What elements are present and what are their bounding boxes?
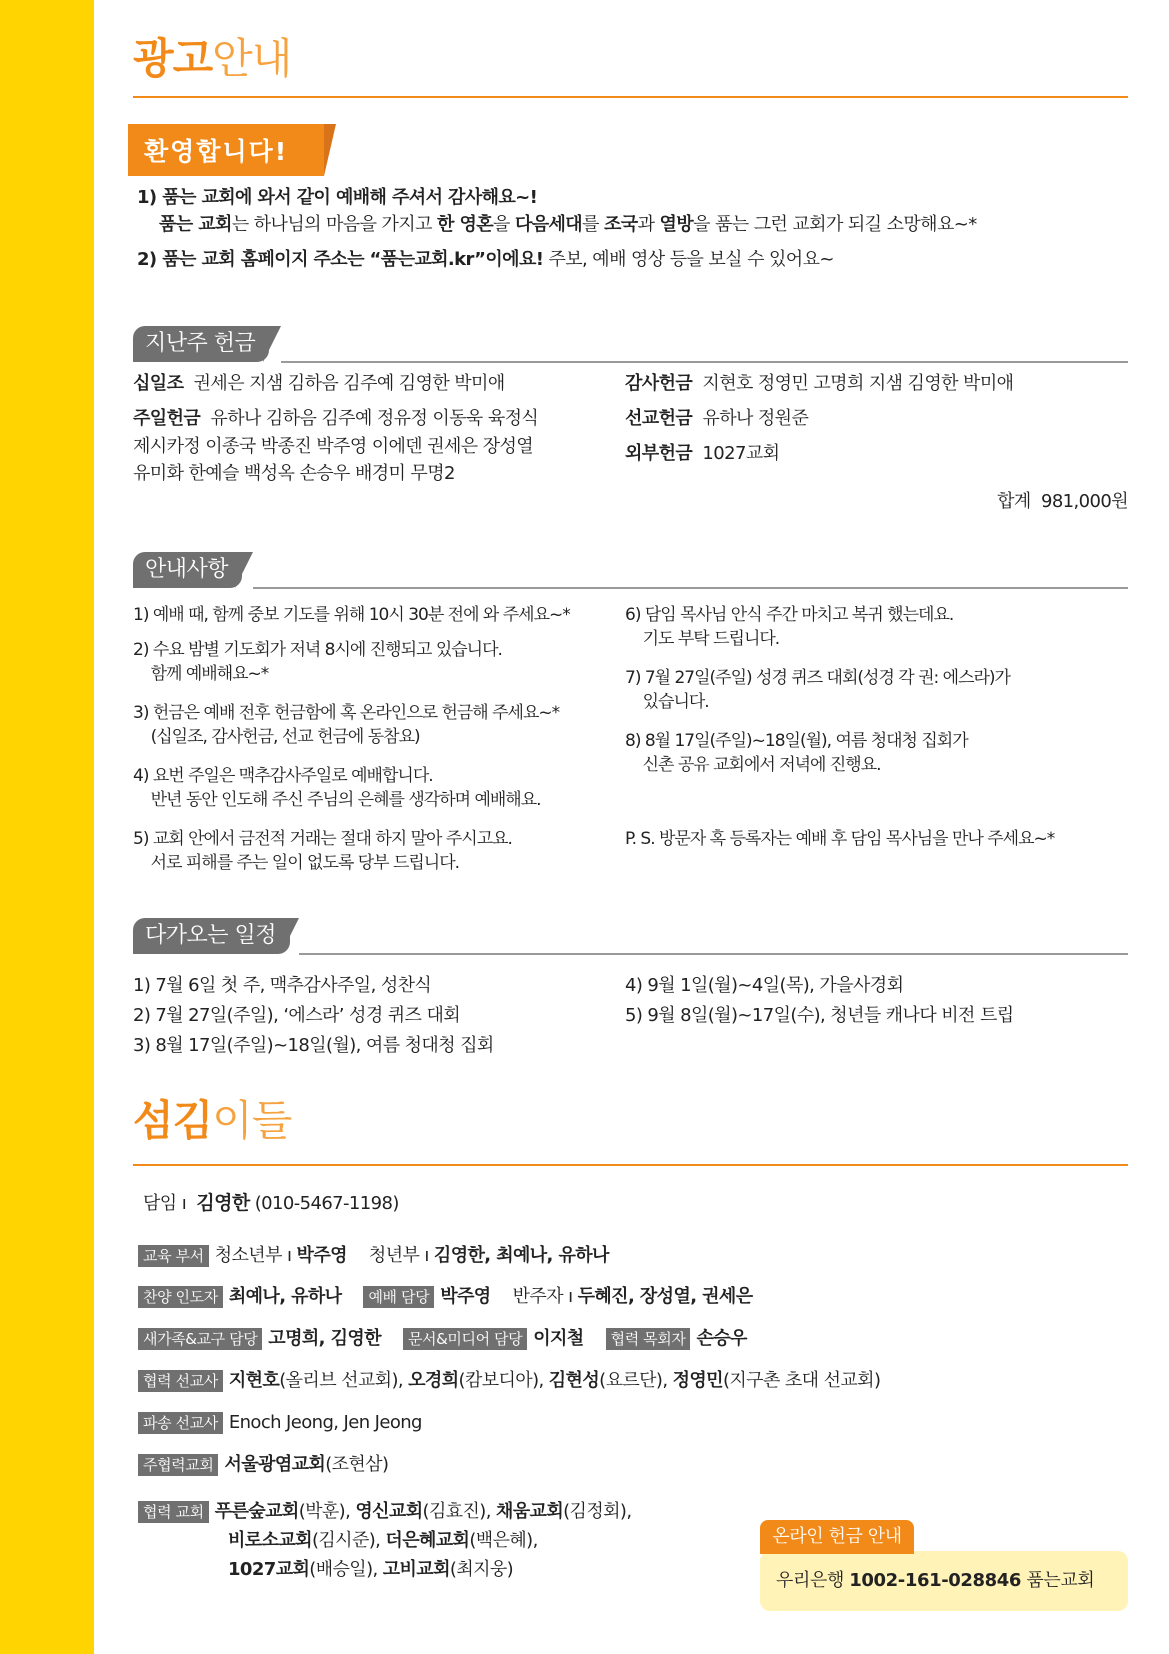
notice-ps: P. S. 방문자 혹 등록자는 예배 후 담임 목사님을 만나 주세요~* [625,829,1055,849]
servants-section-title: 섬김이들 [133,1096,292,1145]
notice-right-3: 7) 7월 27일(주일) 성경 퀴즈 대회(성경 각 권: 에스라)가 [625,668,1010,688]
sunday-row-2: 제시카정 이종국 박종진 박주영 이에덴 권세은 장성열 [133,436,534,457]
notice-left-2: 2) 수요 밤별 기도회가 저녁 8시에 진행되고 있습니다. [133,640,502,660]
media-tag: 문서&미디어 담당 [403,1328,527,1350]
sent-row: 파송 선교사 Enoch Jeong, Jen Jeong [138,1410,422,1436]
coop-church-row-2: 비로소교회(김시준), 더은혜교회(백은혜), [228,1530,538,1551]
ad-section-title: 광고안내 [133,34,292,83]
mission-row: 선교헌금 유하나 정원준 [625,408,809,429]
schedule-left-3: 3) 8월 17일(주일)~18일(월), 여름 청대청 집회 [133,1035,494,1056]
notice-left-5: (십일조, 감사헌금, 선교 헌금에 동참요) [133,727,420,747]
schedule-right-2: 5) 9월 8일(월)~17일(수), 청년들 캐나다 비전 트립 [625,1005,1014,1026]
schedule-header: 다가오는 일정 [133,918,290,954]
notice-right-5: 8) 8월 17일(주일)~18일(월), 여름 청대청 집회가 [625,731,968,751]
welcome-line-1: 1) 품는 교회에 와서 같이 예배해 주셔서 감사해요~! [137,187,538,208]
offering-header-notch [263,326,281,362]
offering-rule [281,361,1128,363]
praise-tag: 찬양 인도자 [138,1286,223,1308]
servants-title-rule [133,1164,1128,1166]
main-church-row: 주협력교회 서울광염교회(조현삼) [138,1452,388,1478]
notice-left-7: 반년 동안 인도해 주신 주님의 은혜를 생각하며 예배해요. [133,790,541,810]
notice-right-6: 신촌 공유 교회에서 저녁에 진행요. [625,755,881,775]
welcome-ribbon: 환영합니다! [128,124,324,176]
coop-church-row-3: 1027교회(배승일), 고비교회(최지웅) [228,1559,514,1580]
notice-header-notch [235,552,253,588]
notice-left-6: 4) 요번 주일은 맥추감사주일로 예배합니다. [133,766,433,786]
edu-tag: 교육 부서 [138,1245,209,1267]
notice-right-1: 6) 담임 목사님 안식 주간 마치고 복귀 했는데요. [625,605,954,625]
schedule-rule [299,953,1128,955]
worship-tag: 예배 담당 [363,1286,434,1308]
welcome-line-2: 품는 교회는 하나님의 마음을 가지고 한 영혼을 다음세대를 조국과 열방을 품는 그런 교회가 되길 소망해요~* [159,214,977,235]
schedule-header-notch [281,918,299,954]
sent-tag: 파송 선교사 [138,1412,223,1434]
tithe-row: 십일조 권세은 지샘 김하음 김주예 김영한 박미애 [133,373,505,394]
online-offering-box: 우리은행 1002-161-028846 품는교회 [760,1551,1128,1611]
notice-left-4: 3) 헌금은 예배 전후 헌금함에 혹 온라인으로 헌금해 주세요~* [133,703,560,723]
missionary-tag: 협력 선교사 [138,1370,223,1392]
coop-church-row-1: 협력 교회 푸른숲교회(박훈), 영신교회(김효진), 채움교회(김정회), [138,1499,631,1525]
family-row: 새가족&교구 담당 고명희, 김영한 문서&미디어 담당 이지철 협력 목회자 손승우 [138,1326,747,1352]
main-church-tag: 주협력교회 [138,1454,218,1476]
welcome-line-3: 2) 품는 교회 홈페이지 주소는 “품는교회.kr”이에요! 주보, 예배 영상 등을 보실 수 있어요~ [137,249,834,270]
notice-rule [253,587,1128,589]
notice-left-8: 5) 교회 안에서 금전적 거래는 절대 하지 말아 주시고요. [133,829,512,849]
ad-title-rule [133,96,1128,98]
schedule-left-1: 1) 7월 6일 첫 주, 맥추감사주일, 성찬식 [133,975,432,996]
notice-left-9: 서로 피해를 주는 일이 없도록 당부 드립니다. [133,853,460,873]
bulletin-page [133,0,1128,1654]
edu-row: 교육 부서 청소년부 ı 박주영 청년부 ı 김영한, 최예나, 유하나 [138,1243,609,1269]
sunday-row-3: 유미화 한예슬 백성옥 손승우 배경미 무명2 [133,463,455,484]
notice-header: 안내사항 [133,552,242,588]
yellow-sidebar [0,0,94,1654]
notice-left-3: 함께 예배해요~* [133,664,269,684]
notice-left-1: 1) 예배 때, 함께 중보 기도를 위해 10시 30분 전에 와 주세요~* [133,605,570,625]
offering-header: 지난주 헌금 [133,326,269,362]
notice-right-4: 있습니다. [625,692,709,712]
schedule-left-2: 2) 7월 27일(주일), ‘에스라’ 성경 퀴즈 대회 [133,1005,461,1026]
schedule-right-1: 4) 9월 1일(월)~4일(목), 가을사경회 [625,975,904,996]
missionary-row: 협력 선교사 지현호(올리브 선교회), 오경희(캄보디아), 김현성(요르단), 정영민(지구촌 초대 선교회) [138,1368,880,1394]
coop-pastor-tag: 협력 목회자 [606,1328,691,1350]
offering-total: 합계 981,000원 [997,491,1128,512]
pastor-row: 담임 ı 김영한 (010-5467-1198) [143,1192,399,1214]
thanks-row: 감사헌금 지현호 정영민 고명희 지샘 김영한 박미애 [625,373,1014,394]
coop-church-tag: 협력 교회 [138,1501,209,1523]
praise-row: 찬양 인도자 최예나, 유하나 예배 담당 박주영 반주자 ı 두혜진, 장성열, 권세은 [138,1284,753,1310]
welcome-ribbon-tail [324,124,336,176]
online-offering-tab: 온라인 헌금 안내 [760,1520,914,1554]
sunday-row-1: 주일헌금 유하나 김하음 김주예 정유정 이동욱 육정식 [133,408,539,429]
external-row: 외부헌금 1027교회 [625,443,780,464]
family-tag: 새가족&교구 담당 [138,1328,262,1350]
notice-right-2: 기도 부탁 드립니다. [625,629,780,649]
